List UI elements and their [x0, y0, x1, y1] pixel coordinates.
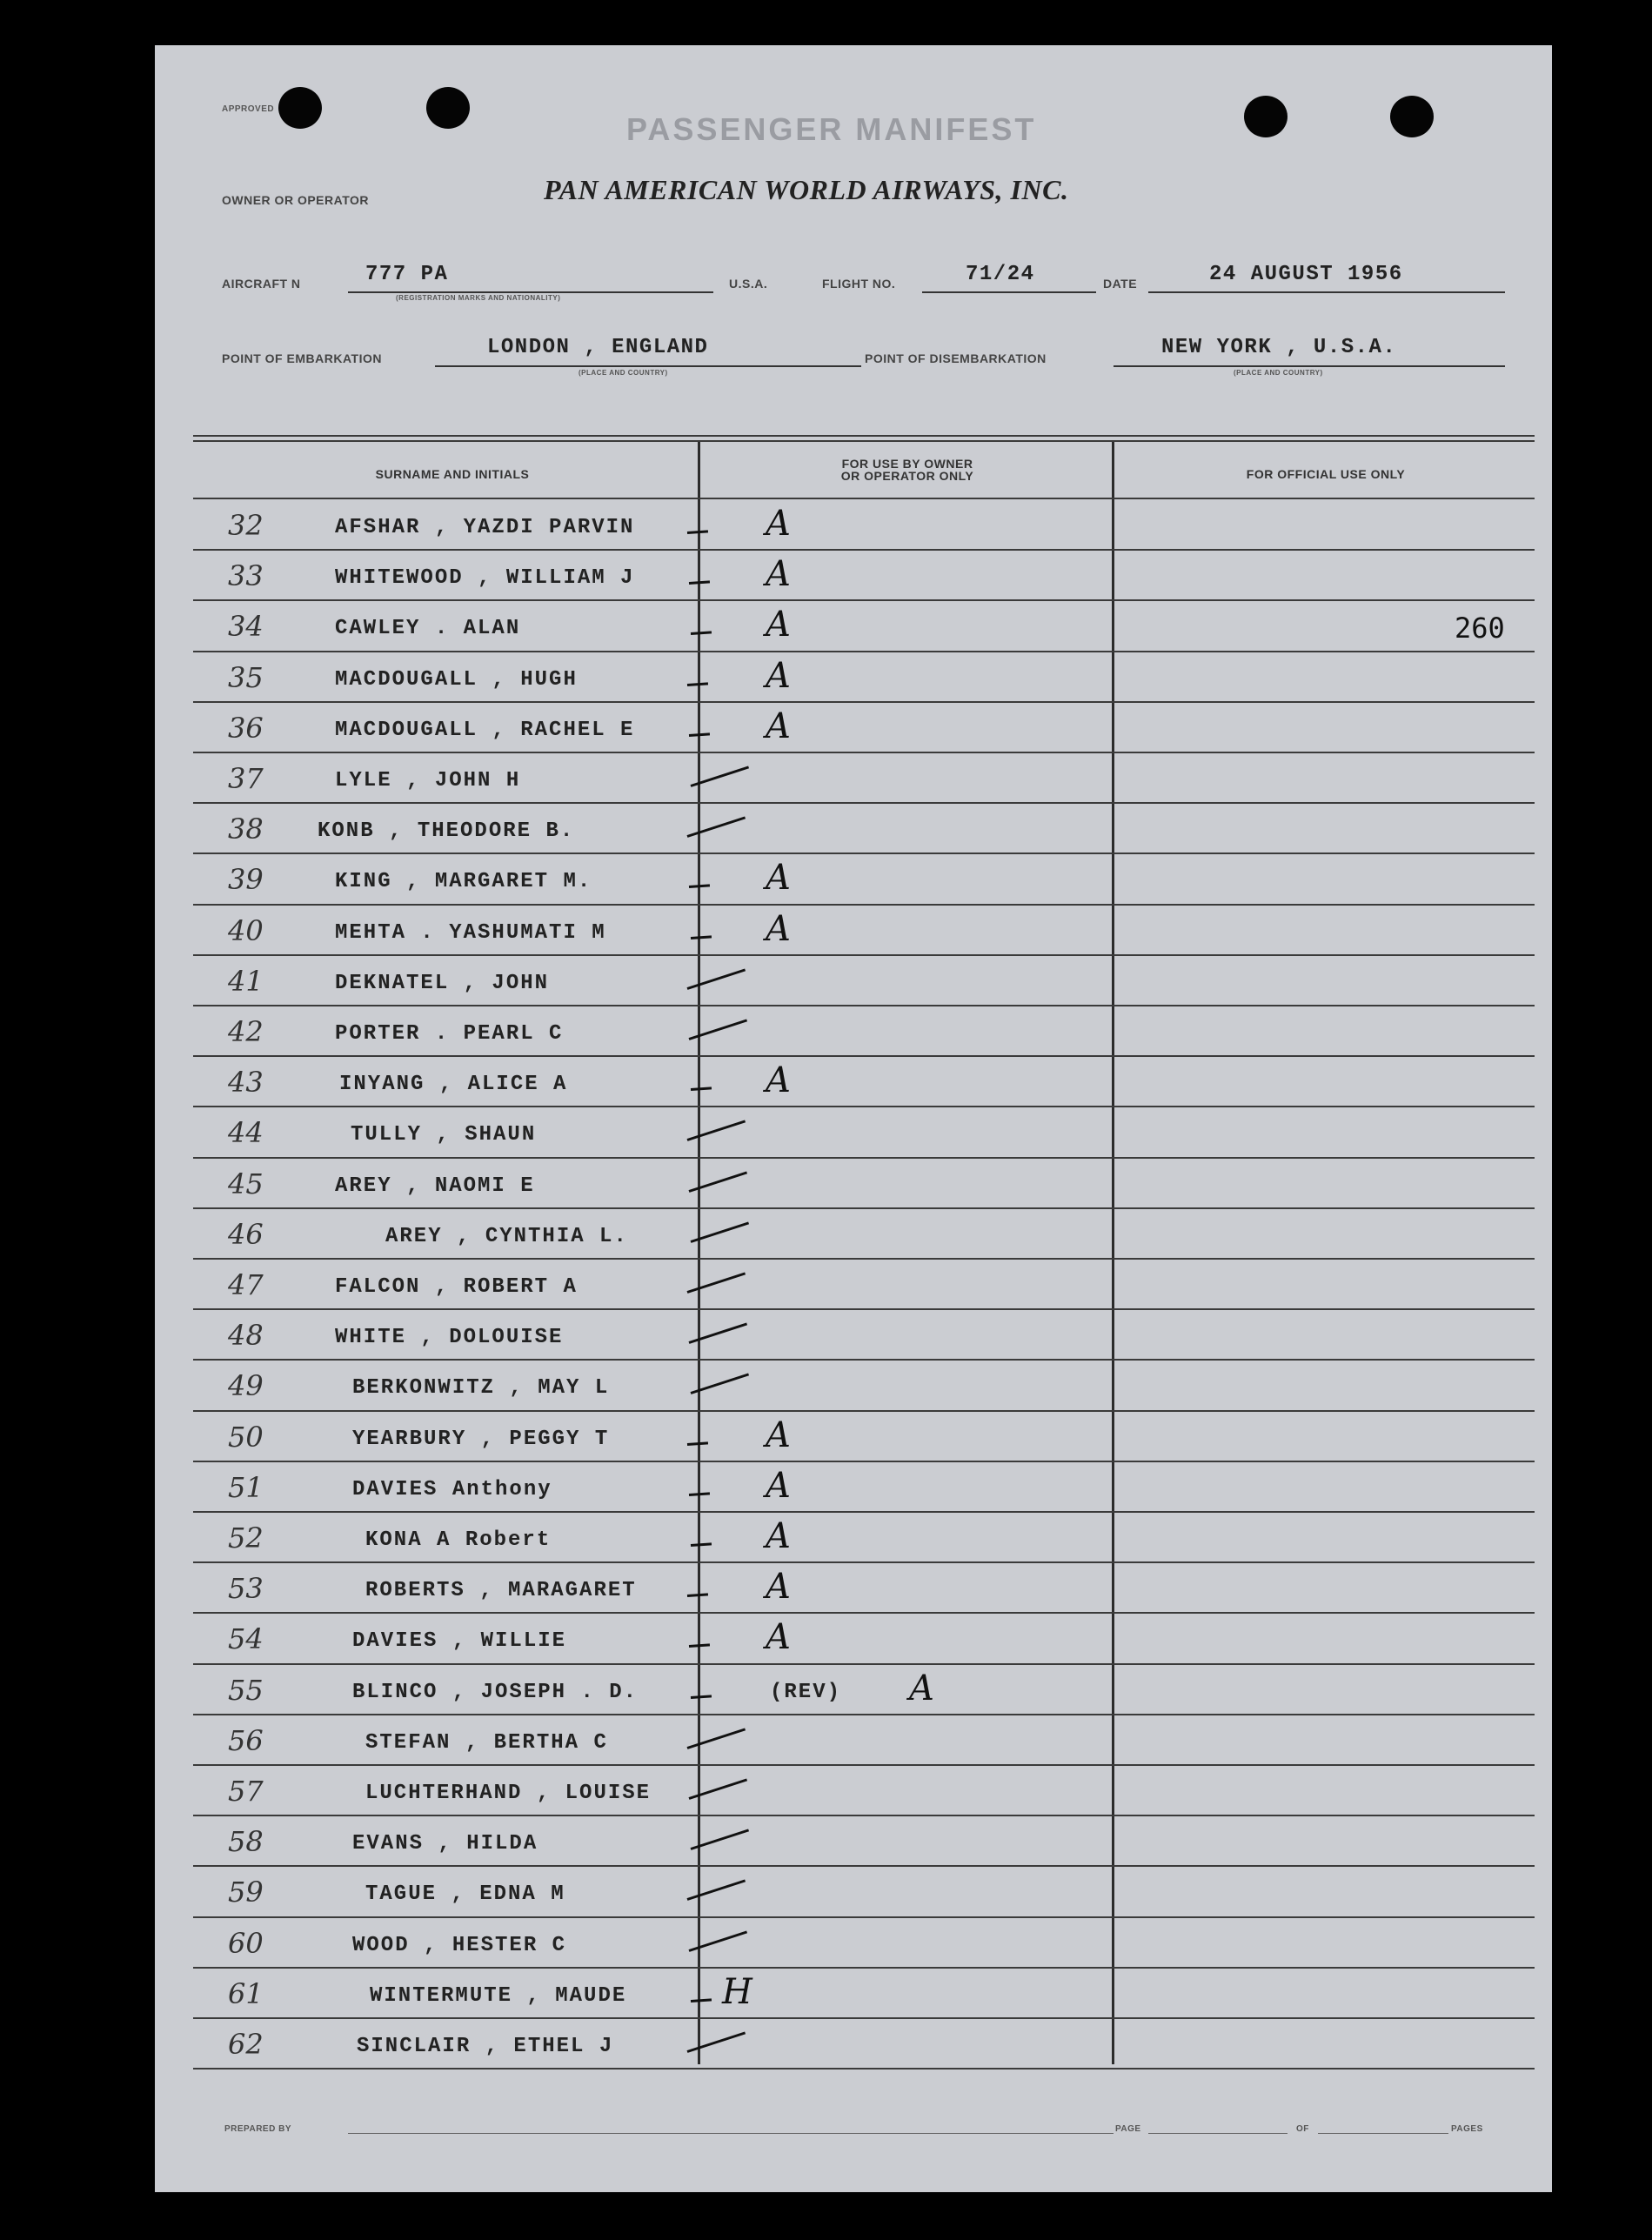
passenger-name: MACDOUGALL , HUGH [335, 667, 578, 692]
aircraft-label: AIRCRAFT N [222, 277, 301, 291]
table-row [0, 1006, 1652, 1057]
table-row [0, 2019, 1652, 2069]
passenger-number: 62 [228, 2028, 264, 2061]
table-row [0, 1766, 1652, 1816]
official-note: A [909, 1668, 934, 1708]
table-row [0, 1412, 1652, 1462]
official-note: 260 [1455, 612, 1505, 645]
table-row [0, 1918, 1652, 1969]
passenger-number: 59 [228, 1876, 264, 1909]
passenger-name: DEKNATEL , JOHN [335, 971, 550, 995]
header-owner-use-2: OR OPERATOR ONLY [840, 469, 974, 483]
table-row [0, 1361, 1652, 1411]
passenger-number: 39 [228, 863, 264, 897]
passenger-name: DAVIES , WILLIE [352, 1629, 567, 1654]
owner-mark: A [766, 504, 791, 544]
passenger-name: DAVIES Anthony [352, 1477, 552, 1501]
passenger-name: AFSHAR , YAZDI PARVIN [335, 516, 635, 539]
passenger-name: MEHTA . YASHUMATI M [335, 920, 606, 945]
table-row [0, 1969, 1652, 2019]
passenger-number: 32 [228, 509, 264, 542]
passenger-number: 52 [228, 1521, 264, 1555]
date-underline [1148, 291, 1505, 293]
check-stroke [687, 1120, 746, 1141]
table-row [0, 500, 1652, 551]
table-row [0, 1159, 1652, 1209]
passenger-number: 38 [228, 812, 264, 846]
owner-mark: A [766, 655, 791, 696]
disembarkation-value: NEW YORK , U.S.A. [1161, 336, 1397, 359]
check-stroke [691, 766, 750, 786]
passenger-number: 54 [228, 1622, 264, 1656]
of-line [1318, 2133, 1448, 2134]
owner-mark: (REV) [770, 1680, 842, 1704]
check-stroke [689, 1778, 748, 1799]
passenger-name: KONA A Robert [365, 1528, 552, 1552]
owner-mark: A [766, 1465, 791, 1506]
table-row [0, 804, 1652, 854]
aircraft-value: 777 PA [365, 263, 449, 286]
passenger-number: 61 [228, 1976, 264, 2010]
flight-label: FLIGHT NO. [822, 277, 896, 291]
passenger-number: 45 [228, 1167, 264, 1200]
passenger-number: 41 [228, 964, 264, 998]
check-stroke [687, 682, 708, 686]
owner-label: OWNER OR OPERATOR [222, 193, 369, 207]
table-row [0, 753, 1652, 804]
flight-underline [922, 291, 1096, 293]
aircraft-underline [348, 291, 713, 293]
date-label: DATE [1103, 277, 1138, 291]
passenger-number: 58 [228, 1825, 264, 1859]
passenger-number: 37 [228, 762, 264, 795]
page-line [1148, 2133, 1287, 2134]
check-stroke [691, 1221, 750, 1242]
punch-hole-3 [1244, 96, 1287, 137]
check-stroke [691, 1695, 712, 1699]
check-stroke [687, 1728, 746, 1749]
check-stroke [689, 1492, 710, 1496]
check-stroke [689, 1323, 748, 1344]
check-stroke [691, 1087, 712, 1092]
owner-mark: A [766, 908, 791, 949]
table-row [0, 1867, 1652, 1917]
table-row [0, 1260, 1652, 1310]
check-stroke [687, 1594, 708, 1598]
check-stroke [691, 1998, 712, 2003]
embarkation-label: POINT OF EMBARKATION [222, 351, 382, 365]
passenger-number: 42 [228, 1015, 264, 1048]
passenger-name: BERKONWITZ , MAY L [352, 1376, 610, 1401]
table-row [0, 703, 1652, 753]
owner-mark: A [766, 1516, 791, 1556]
passenger-number: 33 [228, 559, 264, 593]
table-top-rule-1 [193, 435, 1535, 437]
passenger-name: TAGUE , EDNA M [365, 1882, 565, 1907]
check-stroke [689, 1019, 748, 1040]
check-stroke [687, 530, 708, 534]
embarkation-underline [435, 365, 861, 367]
passenger-name: CAWLEY . ALAN [335, 617, 521, 641]
passenger-name: WHITE , DOLOUISE [335, 1326, 564, 1350]
header-surname: SURNAME AND INITIALS [375, 467, 530, 481]
passenger-number: 48 [228, 1319, 264, 1353]
passenger-name: BLINCO , JOSEPH . D. [352, 1680, 639, 1704]
check-stroke [689, 1644, 710, 1648]
operator-name: PAN AMERICAN WORLD AIRWAYS, INC. [544, 174, 1069, 205]
table-row [0, 551, 1652, 601]
disembarkation-sublabel: (PLACE AND COUNTRY) [1234, 369, 1323, 377]
passenger-number: 40 [228, 913, 264, 947]
of-label: OF [1296, 2124, 1309, 2134]
table-row [0, 854, 1652, 905]
passenger-name: SINCLAIR , ETHEL J [357, 2035, 614, 2058]
disembarkation-underline [1114, 365, 1505, 367]
table-row [0, 1107, 1652, 1158]
owner-mark: A [766, 1617, 791, 1658]
flight-value: 71/24 [966, 263, 1035, 286]
check-stroke [687, 1880, 746, 1901]
table-row [0, 601, 1652, 652]
disembarkation-label: POINT OF DISEMBARKATION [865, 351, 1047, 365]
table-row [0, 1310, 1652, 1361]
passenger-number: 43 [228, 1066, 264, 1100]
passenger-name: MACDOUGALL , RACHEL E [335, 718, 635, 742]
table-row [0, 1665, 1652, 1715]
owner-mark: A [766, 858, 791, 899]
check-stroke [691, 632, 712, 636]
table-row [0, 1816, 1652, 1867]
passenger-name: FALCON , ROBERT A [335, 1275, 578, 1299]
approval-stamp: APPROVED [222, 104, 275, 114]
passenger-name: INYANG , ALICE A [339, 1073, 568, 1097]
owner-mark: A [766, 705, 791, 746]
table-top-rule-2 [193, 440, 1535, 442]
table-row [0, 652, 1652, 703]
check-stroke [691, 1542, 712, 1547]
check-stroke [689, 885, 710, 889]
owner-mark: A [766, 1567, 791, 1608]
table-row [0, 1715, 1652, 1766]
aircraft-sublabel: (REGISTRATION MARKS AND NATIONALITY) [396, 294, 561, 302]
table-row [0, 956, 1652, 1006]
passenger-number: 35 [228, 660, 264, 694]
passenger-number: 36 [228, 711, 264, 745]
table-row [0, 1563, 1652, 1614]
header-owner-use-1: FOR USE BY OWNER [841, 457, 973, 471]
owner-mark: A [766, 1414, 791, 1455]
punch-hole-2 [426, 87, 470, 129]
check-stroke [691, 935, 712, 939]
passenger-number: 34 [228, 610, 264, 644]
header-official: FOR OFFICIAL USE ONLY [1246, 467, 1406, 481]
embarkation-sublabel: (PLACE AND COUNTRY) [579, 369, 668, 377]
owner-mark: A [766, 554, 791, 595]
table-row [0, 1057, 1652, 1107]
check-stroke [687, 1272, 746, 1293]
table-row [0, 1209, 1652, 1260]
passenger-number: 57 [228, 1775, 264, 1808]
passenger-number: 47 [228, 1268, 264, 1301]
pages-label: PAGES [1451, 2124, 1483, 2134]
punch-hole-4 [1390, 96, 1434, 137]
table-row [0, 1462, 1652, 1513]
passenger-number: 56 [228, 1723, 264, 1757]
date-value: 24 AUGUST 1956 [1209, 263, 1403, 286]
passenger-number: 50 [228, 1420, 264, 1454]
passenger-number: 51 [228, 1470, 264, 1504]
passenger-name: TULLY , SHAUN [351, 1123, 537, 1147]
passenger-name: LYLE , JOHN H [335, 769, 521, 792]
passenger-number: 49 [228, 1369, 264, 1403]
table-row [0, 1513, 1652, 1563]
table-row [0, 906, 1652, 956]
passenger-number: 53 [228, 1572, 264, 1606]
check-stroke [687, 1441, 708, 1446]
check-stroke [687, 2031, 746, 2052]
passenger-name: WHITEWOOD , WILLIAM J [335, 566, 635, 591]
table-row [0, 1614, 1652, 1664]
passenger-name: AREY , CYNTHIA L. [385, 1224, 628, 1248]
check-stroke [689, 1171, 748, 1192]
check-stroke [689, 581, 710, 585]
passenger-name: KONB , THEODORE B. [318, 819, 575, 844]
passenger-number: 55 [228, 1673, 264, 1707]
owner-mark: A [766, 605, 791, 645]
embarkation-value: LONDON , ENGLAND [487, 336, 709, 359]
check-stroke [689, 732, 710, 737]
passenger-number: 60 [228, 1926, 264, 1960]
check-stroke [689, 1930, 748, 1951]
form-title: PASSENGER MANIFEST [626, 111, 1037, 147]
header-rule [193, 498, 1535, 499]
passenger-name: WINTERMUTE , MAUDE [370, 1983, 627, 2008]
passenger-name: AREY , NAOMI E [335, 1173, 535, 1198]
check-stroke [691, 1829, 750, 1850]
usa-label: U.S.A. [729, 277, 768, 291]
check-stroke [687, 968, 746, 989]
prepared-by-label: PREPARED BY [224, 2124, 291, 2134]
passenger-name: WOOD , HESTER C [352, 1933, 567, 1957]
passenger-name: LUCHTERHAND , LOUISE [365, 1782, 652, 1805]
owner-mark: H [722, 1971, 752, 2012]
owner-mark: A [766, 1060, 791, 1101]
passenger-name: KING , MARGARET M. [335, 870, 592, 894]
prepared-by-line [348, 2133, 1114, 2134]
passenger-name: STEFAN , BERTHA C [365, 1730, 608, 1755]
check-stroke [687, 817, 746, 838]
punch-hole-1 [278, 87, 322, 129]
passenger-number: 46 [228, 1217, 264, 1251]
passenger-name: PORTER . PEARL C [335, 1022, 564, 1046]
passenger-name: ROBERTS , MARAGARET [365, 1579, 637, 1603]
page-label: PAGE [1115, 2124, 1141, 2134]
row-rule [193, 2068, 1535, 2069]
check-stroke [691, 1374, 750, 1394]
passenger-name: EVANS , HILDA [352, 1832, 538, 1856]
passenger-name: YEARBURY , PEGGY T [352, 1427, 610, 1451]
passenger-number: 44 [228, 1116, 264, 1150]
